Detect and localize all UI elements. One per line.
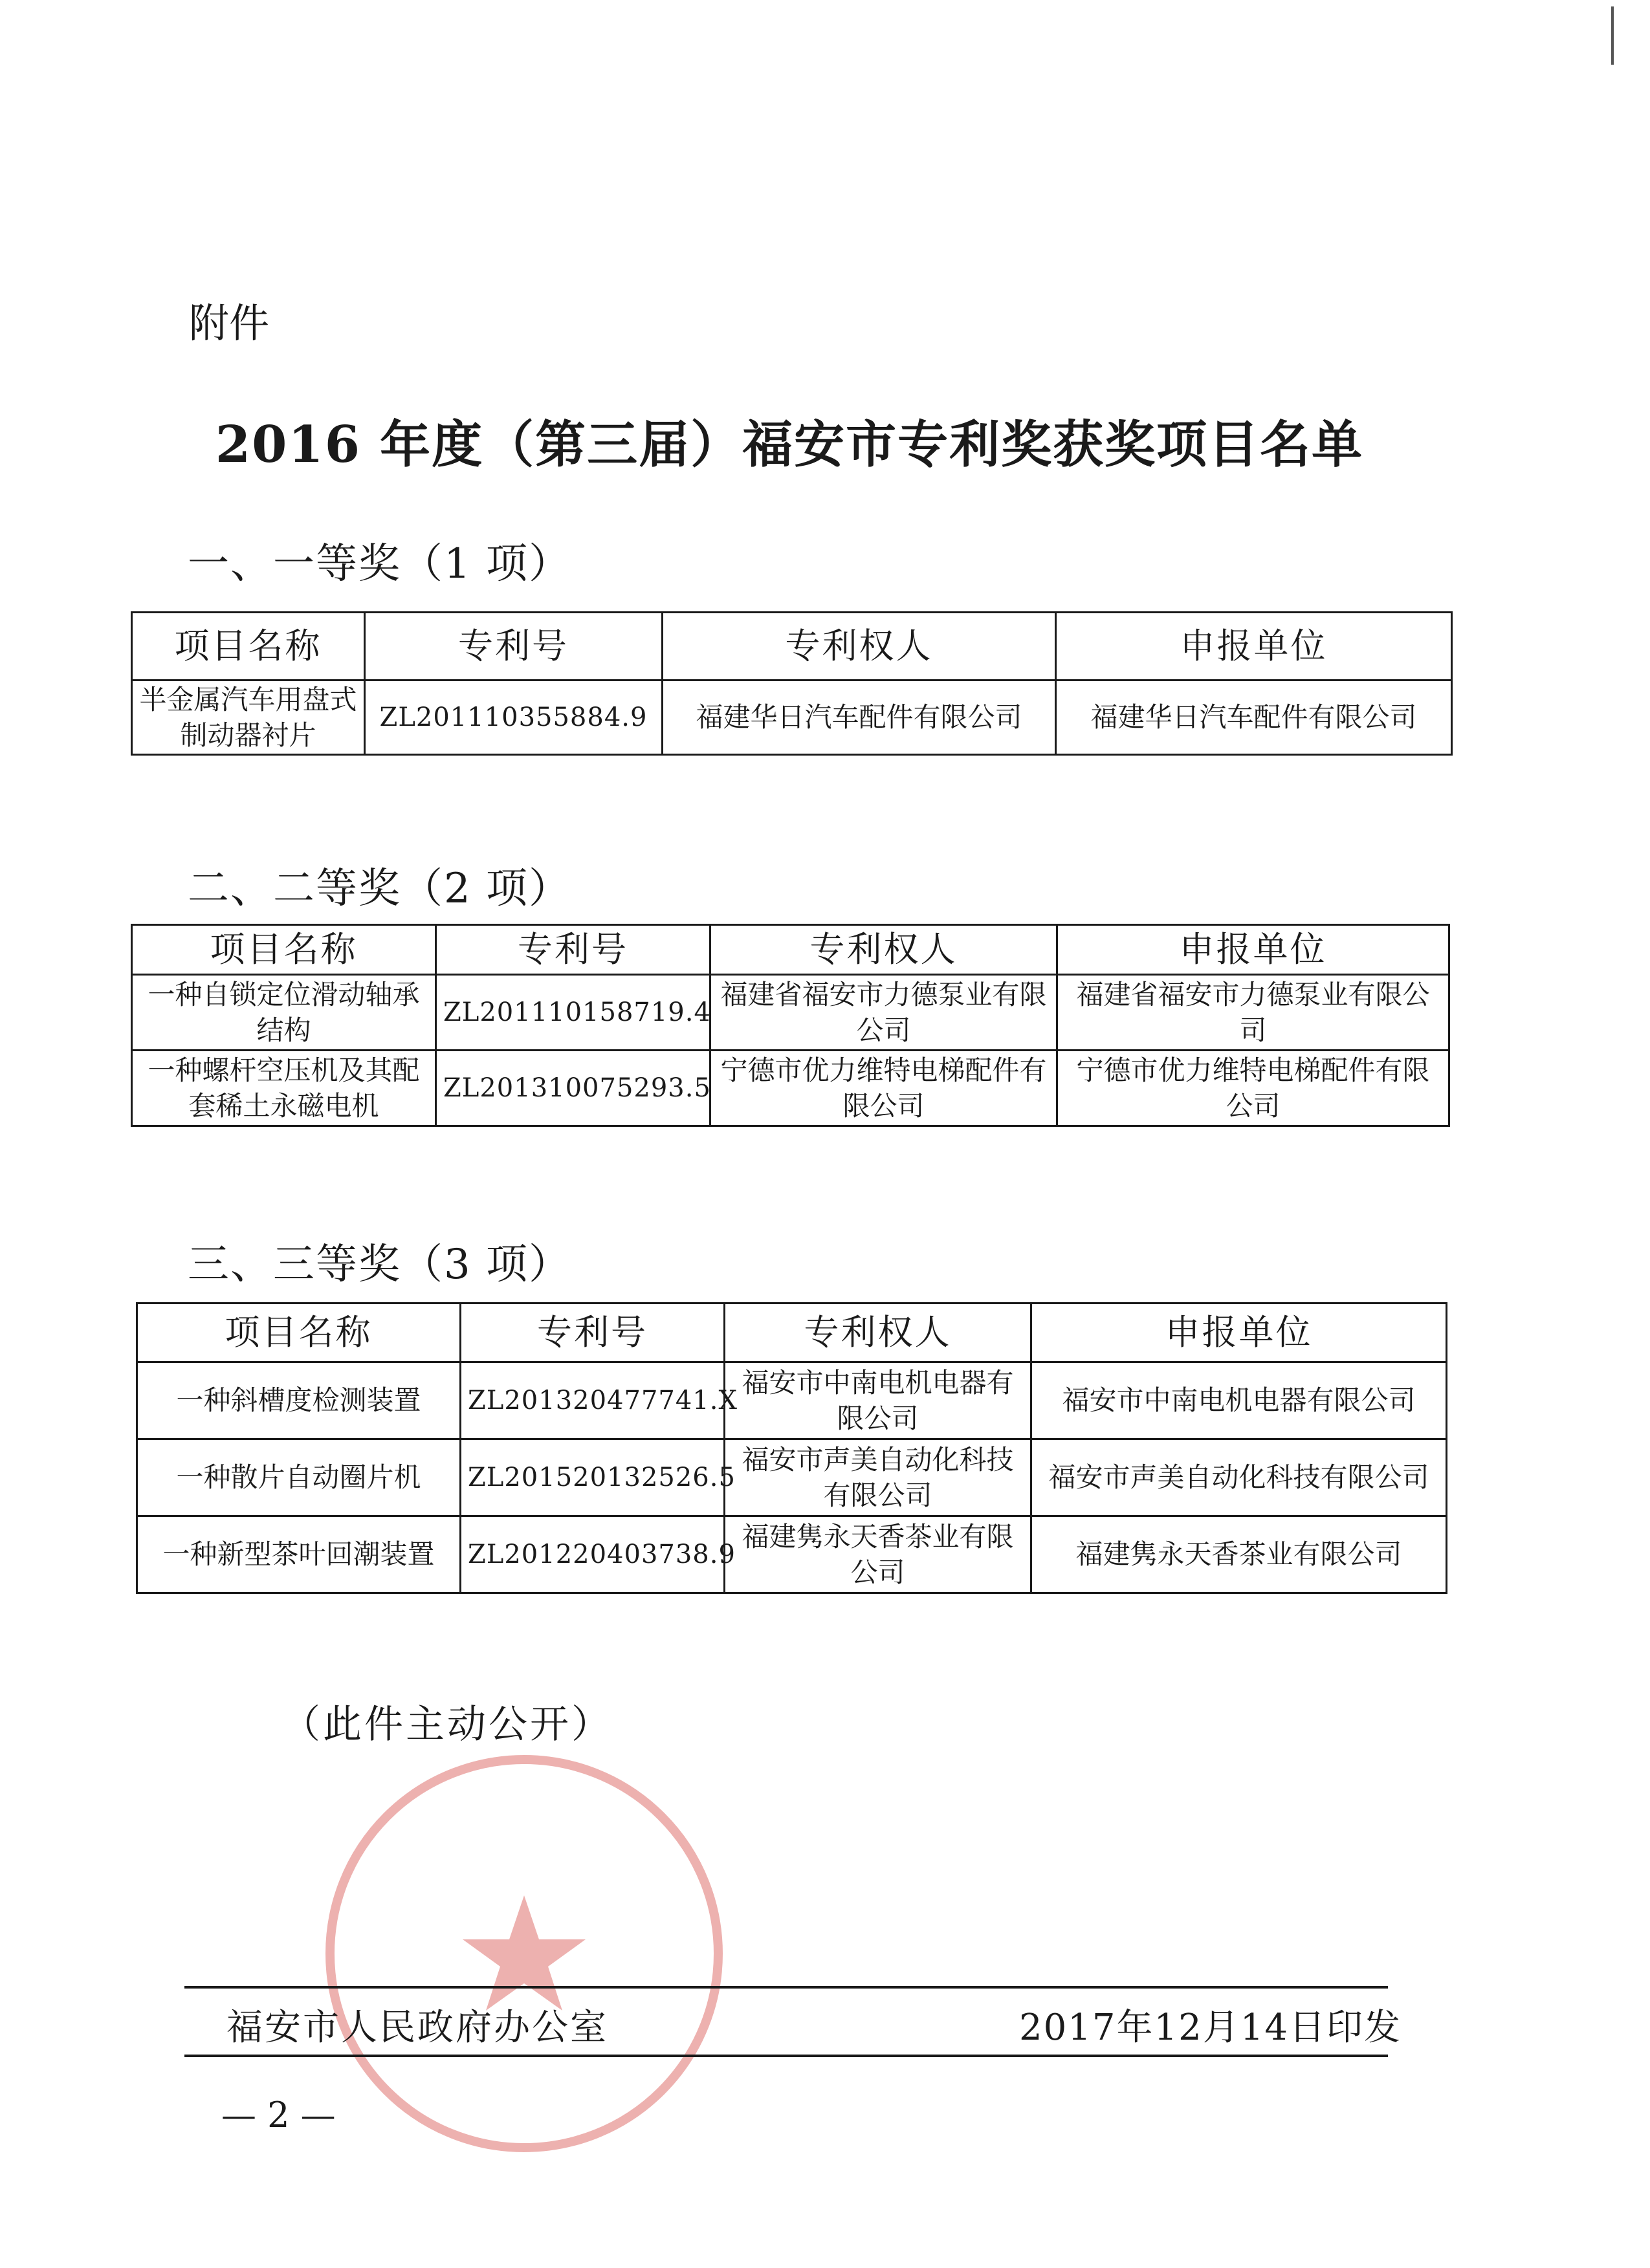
column-header-patentee: 专利权人	[663, 613, 1056, 681]
cell-patent-number: ZL201110355884.9	[365, 681, 663, 755]
table-row	[132, 975, 1449, 1051]
section-heading-second-prize: 二、二等奖（2 项）	[188, 865, 572, 913]
cell-applicant: 福建华日汽车配件有限公司	[1056, 681, 1452, 755]
cell-patentee: 福建华日汽车配件有限公司	[663, 681, 1056, 755]
column-header-applicant: 申报单位	[1031, 1303, 1447, 1362]
section-heading-first-prize: 一、一等奖（1 项）	[188, 540, 572, 588]
cell-patentee: 福安市声美自动化科技有限公司	[725, 1439, 1031, 1516]
cell-patentee: 福建隽永天香茶业有限公司	[725, 1516, 1031, 1593]
cell-patent-number: ZL201320477741.X	[461, 1362, 725, 1439]
cell-applicant: 福建隽永天香茶业有限公司	[1031, 1516, 1447, 1593]
table-header-row	[132, 925, 1449, 975]
cell-project-name: 一种螺杆空压机及其配套稀土永磁电机	[132, 1051, 436, 1126]
footer-bottom-rule	[184, 2055, 1388, 2057]
second-prize-table	[131, 924, 1450, 1127]
cell-applicant: 宁德市优力维特电梯配件有限公司	[1057, 1051, 1449, 1126]
issue-date: 2017年12月14日印发	[1019, 2007, 1402, 2049]
cell-applicant: 福安市中南电机电器有限公司	[1031, 1362, 1447, 1439]
column-header-patentee: 专利权人	[725, 1303, 1031, 1362]
table-row	[137, 1516, 1447, 1593]
cell-patentee: 福建省福安市力德泵业有限公司	[710, 975, 1057, 1051]
cell-patent-number: ZL201220403738.9	[461, 1516, 725, 1593]
column-header-patent-number: 专利号	[365, 613, 663, 681]
disclosure-note: （此件主动公开）	[281, 1702, 613, 1747]
cell-project-name: 一种新型茶叶回潮装置	[137, 1516, 461, 1593]
cell-patentee: 宁德市优力维特电梯配件有限公司	[710, 1051, 1057, 1126]
cell-patent-number: ZL201520132526.5	[461, 1439, 725, 1516]
cell-project-name: 半金属汽车用盘式制动器衬片	[132, 681, 365, 755]
attachment-label: 附件	[189, 300, 270, 347]
table-row	[137, 1439, 1447, 1516]
issuer-name: 福安市人民政府办公室	[226, 2007, 608, 2049]
cell-patent-number: ZL201310075293.5	[436, 1051, 710, 1126]
third-prize-table	[136, 1302, 1447, 1594]
seal-star	[463, 1895, 586, 2011]
scan-edge-mark	[1611, 6, 1614, 65]
table-row	[137, 1362, 1447, 1439]
official-seal-icon	[317, 1747, 731, 2161]
section-heading-third-prize: 三、三等奖（3 项）	[188, 1241, 572, 1289]
table-row	[132, 681, 1452, 755]
column-header-project-name: 项目名称	[132, 613, 365, 681]
cell-project-name: 一种斜槽度检测装置	[137, 1362, 461, 1439]
cell-applicant: 福建省福安市力德泵业有限公司	[1057, 975, 1449, 1051]
table-header-row	[137, 1303, 1447, 1362]
table-row	[132, 1051, 1449, 1126]
column-header-project-name: 项目名称	[137, 1303, 461, 1362]
column-header-applicant: 申报单位	[1057, 925, 1449, 975]
column-header-patent-number: 专利号	[436, 925, 710, 975]
first-prize-table	[131, 611, 1453, 756]
page-number: — 2 —	[221, 2095, 336, 2135]
cell-project-name: 一种自锁定位滑动轴承结构	[132, 975, 436, 1051]
cell-patent-number: ZL201110158719.4	[436, 975, 710, 1051]
cell-project-name: 一种散片自动圈片机	[137, 1439, 461, 1516]
column-header-patentee: 专利权人	[710, 925, 1057, 975]
column-header-applicant: 申报单位	[1056, 613, 1452, 681]
document-title: 2016 年度（第三届）福安市专利奖获奖项目名单	[215, 415, 1364, 474]
table-header-row	[132, 613, 1452, 681]
column-header-patent-number: 专利号	[461, 1303, 725, 1362]
cell-patentee: 福安市中南电机电器有限公司	[725, 1362, 1031, 1439]
cell-applicant: 福安市声美自动化科技有限公司	[1031, 1439, 1447, 1516]
footer-top-rule	[184, 1986, 1388, 1989]
column-header-project-name: 项目名称	[132, 925, 436, 975]
